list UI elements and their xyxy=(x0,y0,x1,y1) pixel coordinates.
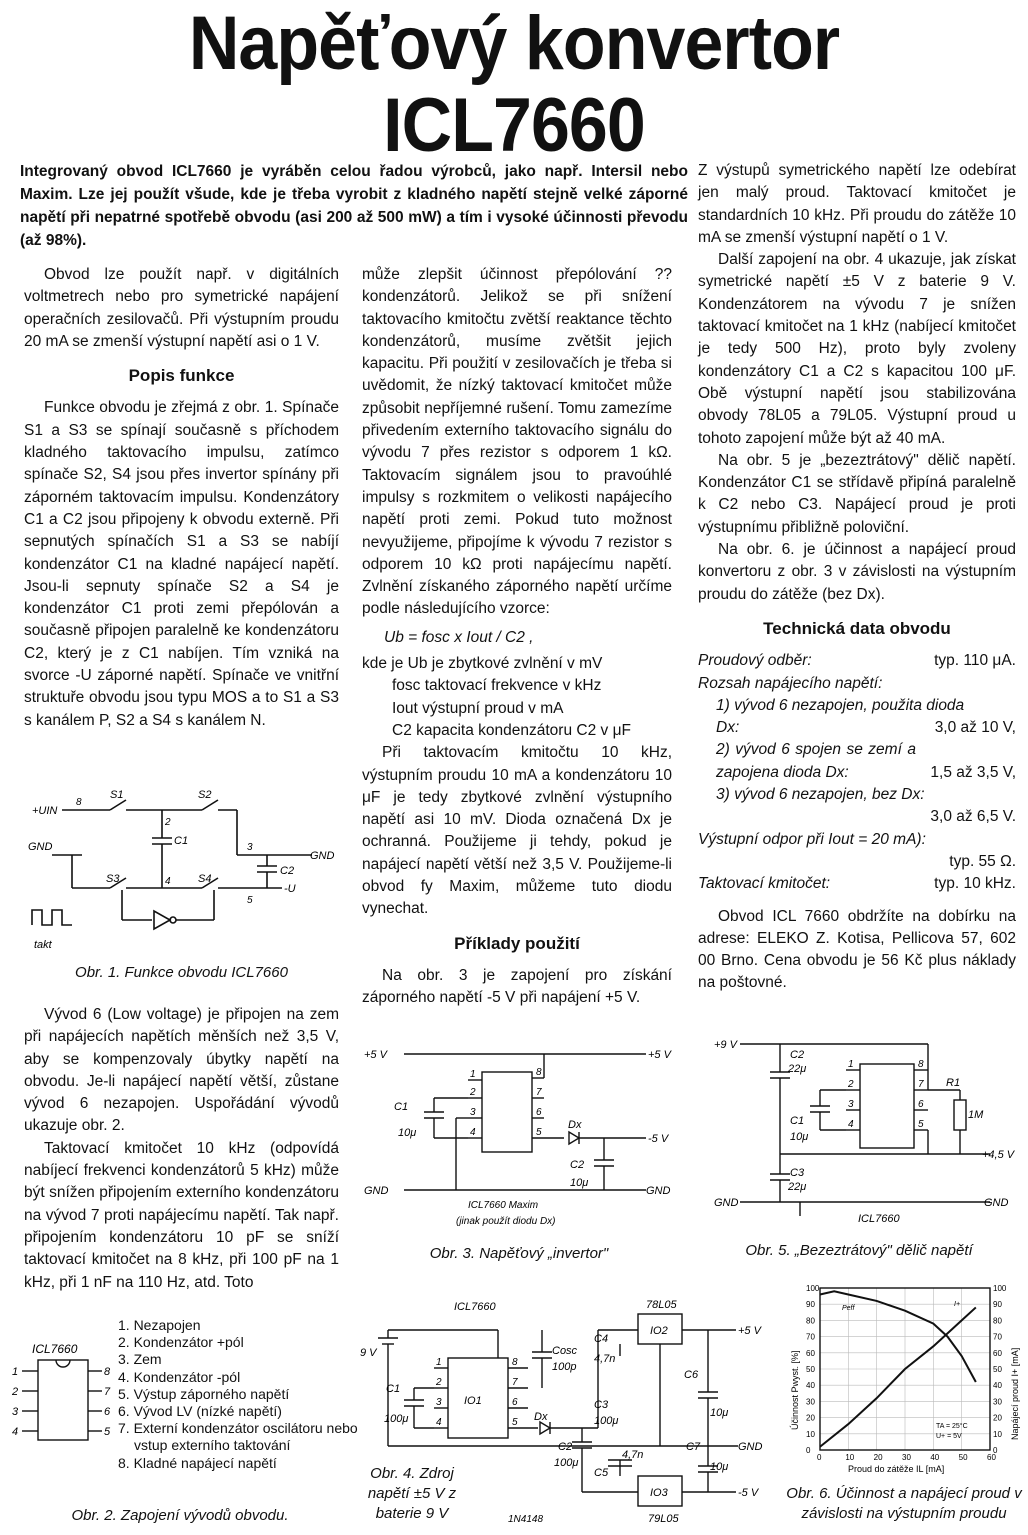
figure-3-caption: Obr. 3. Napěťový „invertor" xyxy=(429,1245,609,1262)
fig4-c7-value: 10μ xyxy=(710,1461,729,1473)
y2-tick-label: 0 xyxy=(993,1446,998,1455)
tech-row xyxy=(698,739,1016,784)
svg-text:6: 6 xyxy=(512,1397,518,1408)
tech-value: typ. 55 Ω. xyxy=(949,852,1016,870)
fig1-c1-label: C1 xyxy=(174,835,189,847)
svg-text:3: 3 xyxy=(12,1406,19,1418)
fig1-pin2: 2 xyxy=(165,817,171,828)
chart-y-axis-label: Účinnost Pwyst. [%] xyxy=(790,1350,800,1430)
col1-paragraph-1: Obvod lze použít např. v digitálních voltmetrech nebo pro symetrické napájení operačních zesilovačů. Při výstupním proudu 20 mA se zmenší výstupní napětí asi o 1 V. xyxy=(24,266,339,350)
figure-2-pinout xyxy=(8,1335,118,1455)
y2-tick-label: 70 xyxy=(993,1332,1002,1342)
fig5-gnd2-label: GND xyxy=(984,1197,1009,1209)
y2-tick-label: 100 xyxy=(993,1284,1007,1293)
svg-text:1: 1 xyxy=(470,1069,476,1080)
fig4-c4-label: C4 xyxy=(594,1333,609,1345)
y-tick-label: 50 xyxy=(806,1365,815,1374)
col1-paragraph-4: Taktovací kmitočet 10 kHz (odpovídá nabíjecí frekvenci kondenzátorů 5 kHz) může být snížen připojením externího kondenzátoru na vývod 7 proti napájecímu napětí. Tak např. připojením kondenzátoru 10 pF se sníží taktovací kmitočet na 8 kHz, při 100 pF na 1 kHz, při 1 nF na 110 Hz, atd. Toto xyxy=(24,1139,339,1291)
svg-text:3: 3 xyxy=(436,1397,442,1408)
fig4-c7-label: C7 xyxy=(686,1441,701,1453)
fig3-vout-label: -5 V xyxy=(648,1133,669,1145)
svg-text:5: 5 xyxy=(918,1119,924,1130)
tech-value: 3,0 až 6,5 V. xyxy=(930,808,1016,826)
fig5-v9-label: +9 V xyxy=(714,1039,737,1051)
fig4-c4-value: 4,7n xyxy=(594,1353,616,1365)
tech-row xyxy=(698,873,1016,895)
page-subtitle: ICL7660 xyxy=(383,83,645,168)
x-tick-label: 10 xyxy=(845,1453,855,1462)
tech-row xyxy=(698,650,1016,672)
svg-text:2: 2 xyxy=(12,1386,19,1398)
fig3-gnd2-label: GND xyxy=(646,1185,671,1197)
svg-text:7: 7 xyxy=(104,1386,111,1398)
fig2-chip-label: ICL7660 xyxy=(32,1342,78,1356)
fig1-pin8: 8 xyxy=(76,797,82,808)
svg-text:8: 8 xyxy=(104,1366,111,1378)
tech-row xyxy=(698,806,1016,828)
x-tick-label: 40 xyxy=(930,1453,940,1462)
figure-5-caption: Obr. 5. „Bezeztrátový" dělič napětí xyxy=(745,1242,973,1259)
fig3-c2-value: 10μ xyxy=(570,1177,589,1189)
svg-text:8: 8 xyxy=(536,1067,542,1078)
svg-text:5: 5 xyxy=(104,1426,111,1438)
fig3-dx-label: Dx xyxy=(568,1119,582,1131)
definition-item: Iout výstupní proud v mA xyxy=(392,699,564,717)
fig1-pin3: 3 xyxy=(247,842,253,853)
fig5-r1-label: R1 xyxy=(946,1077,961,1089)
fig1-uin-label: +UIN xyxy=(32,805,58,817)
fig3-gnd-label: GND xyxy=(364,1185,389,1197)
column-1 xyxy=(24,264,339,732)
col3-paragraph-3: Na obr. 5 je „bezeztrátový" dělič napětí. Kondenzátor C1 se střídavě připíná paralelně k C2 nebo C3. Napájecí proud je proti výstupnímu přibližně poloviční. xyxy=(698,451,1016,536)
fig3-c1-value: 10μ xyxy=(398,1127,417,1139)
y-tick-label: 30 xyxy=(806,1397,815,1407)
chart-condition-2: U+ = 5V xyxy=(936,1433,962,1440)
fig5-chip-label: ICL7660 xyxy=(858,1213,900,1225)
svg-text:2: 2 xyxy=(848,1079,854,1090)
fig4-cosc-value: 100p xyxy=(552,1361,577,1373)
tech-label: 3) vývod 6 nezapojen, bez Dx: xyxy=(716,786,925,804)
x-tick-label: 0 xyxy=(817,1453,822,1462)
y-tick-label: 80 xyxy=(806,1316,815,1326)
fig5-out-label: +4,5 V xyxy=(982,1149,1015,1161)
column-1-lower xyxy=(24,1004,339,1294)
fig3-chip-label: ICL7660 Maxim xyxy=(468,1200,539,1211)
fig1-s2-label: S2 xyxy=(198,790,212,801)
y-tick-label: 10 xyxy=(806,1429,815,1439)
col3-paragraph-2: Další zapojení na obr. 4 ukazuje, jak získat symetrické napětí ±5 V z baterie 9 V. Kondenzátorem na vývodu 7 je snížen taktovací kmitočet na 1 kHz (nabíjecí kmitočet je tedy 500 Hz), proto byly zvoleny kondenzátory C1 a C2 s kapacitou 100 μF. Obě výstupní napětí jsou stabilizována obvody 78L05 a 79L05. Výstupní proud u tohoto zapojení může být až 40 mA. xyxy=(698,251,1016,447)
chart-condition-1: TA = 25°C xyxy=(936,1423,968,1430)
fig1-s1-label: S1 xyxy=(110,790,124,801)
fig4-c2-value: 100μ xyxy=(554,1457,579,1469)
svg-text:1: 1 xyxy=(436,1357,442,1368)
pin-item: 8. Kladné napájecí napětí xyxy=(118,1454,277,1471)
svg-text:5: 5 xyxy=(536,1127,542,1138)
fig1-pin4: 4 xyxy=(165,876,171,887)
figure-2-caption: Obr. 2. Zapojení vývodů obvodu. xyxy=(71,1507,289,1524)
chart-series-label-i: I+ xyxy=(954,1301,961,1308)
fig4-c6-label: C6 xyxy=(684,1369,699,1381)
fig4-c3-label: C3 xyxy=(594,1399,609,1411)
x-tick-label: 20 xyxy=(873,1453,883,1462)
definition-item: kde je Ub je zbytkové zvlnění v mV xyxy=(362,655,603,673)
fig5-r1-value: 1M xyxy=(968,1109,984,1121)
svg-text:6: 6 xyxy=(918,1099,924,1110)
fig3-vout-pos-label: +5 V xyxy=(648,1049,671,1061)
figure-6-caption: Obr. 6. Účinnost a napájecí proud v závislosti na výstupním proudu xyxy=(786,1485,1022,1522)
tech-label: Dx: xyxy=(716,719,740,737)
tech-row xyxy=(698,829,1016,851)
svg-text:4: 4 xyxy=(848,1119,854,1130)
fig1-gnd-label: GND xyxy=(28,841,53,853)
fig1-takt-label: takt xyxy=(34,939,52,951)
figure-6-chart xyxy=(786,1280,1022,1480)
tech-row xyxy=(698,695,1016,717)
definition-item: C2 kapacita kondenzátoru C2 v μF xyxy=(392,721,631,739)
column-2 xyxy=(362,264,672,1010)
y-tick-label: 70 xyxy=(806,1332,815,1342)
y2-tick-label: 30 xyxy=(993,1397,1002,1407)
fig4-io2-label: IO2 xyxy=(650,1325,668,1337)
svg-text:1: 1 xyxy=(12,1366,19,1378)
figure-1-schematic xyxy=(22,790,342,955)
fig5-c1-label: C1 xyxy=(790,1115,805,1127)
col1-paragraph-3: Vývod 6 (Low voltage) je připojen na zem při napájecích napětích měnších než 3,5 V, aby se kompenzovaly úbytky napětí na obvodu. Je-li napájecí napětí větší, zůstane vývod 6 nezapojen. Uspořádání vývodů ukazuje obr. 2. xyxy=(24,1006,339,1135)
y-tick-label: 100 xyxy=(806,1284,820,1293)
col3-paragraph-5: Obvod ICL 7660 obdržíte na dobírku na adrese: ELEKO Z. Kotisa, Pellicova 57, 602 00 Brno. Cena obvodu je 56 Kč plus náklady na poštovné. xyxy=(698,907,1016,992)
y2-tick-label: 40 xyxy=(993,1381,1002,1391)
fig4-v9-label: 9 V xyxy=(360,1347,377,1359)
tech-row xyxy=(698,717,1016,739)
tech-value: 1,5 až 3,5 V, xyxy=(930,763,1016,781)
tech-label: Rozsah napájecího napětí: xyxy=(698,674,883,692)
figure-3-schematic xyxy=(364,1040,680,1240)
col2-paragraph-3: Na obr. 3 je zapojení pro získání záporného napětí -5 V při napájení +5 V. xyxy=(362,966,672,1007)
heading-technicka-data: Technická data obvodu xyxy=(763,618,951,638)
svg-text:4: 4 xyxy=(470,1127,476,1138)
fig4-m5-label: -5 V xyxy=(738,1487,759,1499)
svg-text:4: 4 xyxy=(12,1426,19,1438)
fig4-c2-label: C2 xyxy=(558,1441,573,1453)
svg-text:2: 2 xyxy=(470,1087,476,1098)
fig4-c1-label: C1 xyxy=(386,1383,401,1395)
svg-text:3: 3 xyxy=(470,1107,476,1118)
heading-popis-funkce: Popis funkce xyxy=(128,366,235,386)
fig5-c3-label: C3 xyxy=(790,1167,805,1179)
figure-1-caption: Obr. 1. Funkce obvodu ICL7660 xyxy=(75,964,288,981)
fig5-c3-value: 22μ xyxy=(788,1181,807,1193)
fig4-io1-label: IO1 xyxy=(464,1395,482,1407)
col2-paragraph-2: Při taktovacím kmitočtu 10 kHz, výstupním proudu 10 mA a kondenzátoru 10 μF je tedy zbytkové zvlnění výstupního napětí asi 10 mV. Dioda označená Dx je ochranná. Použijeme ji tehdy, pokud je napájecí napětí větší než 3,5 V. Použijeme-li obvod fy Maxim, můžeme tuto diodu vynechat. xyxy=(362,744,672,918)
fig5-c1-value: 10μ xyxy=(790,1131,809,1143)
fig4-chip-label: ICL7660 xyxy=(454,1301,496,1313)
tech-value: typ. 10 kHz. xyxy=(934,875,1016,893)
col3-paragraph-1: Z výstupů symetrického napětí lze odebírat jen malý proud. Taktovací kmitočet je standardních 10 kHz. Při proudu do zátěže 10 mA se zmenší výstupní napětí o 1 V. xyxy=(698,162,1016,246)
fig5-c2-label: C2 xyxy=(790,1049,805,1061)
y-tick-label: 60 xyxy=(806,1348,815,1358)
pin-item: 3. Zem xyxy=(118,1351,162,1368)
fig1-s4-label: S4 xyxy=(198,873,212,885)
fig3-vin-label: +5 V xyxy=(364,1049,387,1061)
svg-text:6: 6 xyxy=(536,1107,542,1118)
ripple-formula: Ub = fosc x Iout / C2 , xyxy=(384,628,534,646)
y-tick-label: 20 xyxy=(806,1413,815,1423)
fig4-diode-label: 1N4148 xyxy=(508,1514,544,1525)
svg-text:8: 8 xyxy=(512,1357,518,1368)
fig3-c2-label: C2 xyxy=(570,1159,585,1171)
fig4-c5-value: 4,7n xyxy=(622,1449,644,1461)
fig4-c6-value: 10μ xyxy=(710,1407,729,1419)
pin-item: 5. Výstup záporného napětí xyxy=(118,1385,290,1402)
figure-4-caption: Obr. 4. Zdroj napětí ±5 V z baterie 9 V xyxy=(367,1465,457,1522)
fig1-gnd-out-label: GND xyxy=(310,850,335,862)
tech-label: 2) vývod 6 spojen se zemí a zapojena dioda Dx: xyxy=(716,741,916,781)
tech-row xyxy=(698,784,1016,806)
fig4-dx-label: Dx xyxy=(534,1411,548,1423)
y2-tick-label: 20 xyxy=(993,1413,1002,1423)
fig5-c2-value: 22μ xyxy=(788,1063,807,1075)
chart-series-label-eff: Peff xyxy=(842,1305,855,1312)
tech-label: Taktovací kmitočet: xyxy=(698,875,831,893)
tech-label: 1) vývod 6 nezapojen, použita dioda xyxy=(716,696,965,714)
column-3 xyxy=(698,160,1016,995)
tech-label: Proudový odběr: xyxy=(698,652,812,670)
y2-tick-label: 50 xyxy=(993,1365,1002,1374)
svg-text:3: 3 xyxy=(848,1099,854,1110)
x-tick-label: 60 xyxy=(987,1453,996,1462)
fig3-note-label: (jinak použít diodu Dx) xyxy=(456,1216,556,1227)
fig1-c2-label: C2 xyxy=(280,865,295,877)
pin-item: 1. Nezapojen xyxy=(118,1317,201,1333)
fig4-c1-value: 100μ xyxy=(384,1413,409,1425)
pin-list xyxy=(118,1317,358,1472)
tech-label: Výstupní odpor při Iout = 20 mA): xyxy=(698,830,926,848)
tech-row xyxy=(698,673,1016,695)
col1-paragraph-2: Funkce obvodu je zřejmá z obr. 1. Spínače S1 a S3 se spínají současně s příchodem kladného taktovacího impulsu, zatímco spínače S2, S4 jsou přes invertor spínány při záporném taktovacím impulsu. Kondenzátory C1 a C2 jsou připojeny k obvodu externě. Při sepnutých spínačích S1 a S3 se nabíjí kondenzátor C1 na kladné napájecí napětí. Jsou-li sepnuty spínače S2 a S4 je kondenzátor C1 proti zemi přepólován a současně připojen paralelně ke kondenzátoru C2, který je z C1 nabíjen. Tím vzniká na svorce -U záporné napětí. Spínače ve vnitřní struktuře obvodu jsou typu MOS a to S1 a S3 s kanálem P, S2 a S4 s kanálem N. xyxy=(24,399,339,729)
col3-paragraph-4: Na obr. 6. je účinnost a napájecí proud konvertoru z obr. 3 v závislosti na výstupním proudu do zátěže (bez Dx). xyxy=(698,541,1016,603)
fig1-u-out-label: -U xyxy=(284,883,296,895)
pin-item: 7. Externí kondenzátor oscilátoru nebo vstup externího taktování xyxy=(118,1420,358,1454)
fig4-r79-label: 79L05 xyxy=(648,1513,679,1525)
x-tick-label: 50 xyxy=(958,1453,968,1462)
definition-item: fosc taktovací frekvence v kHz xyxy=(392,677,602,695)
y-tick-label: 40 xyxy=(806,1381,815,1391)
svg-text:7: 7 xyxy=(512,1377,518,1388)
pin-item: 4. Kondenzátor -pól xyxy=(118,1368,241,1385)
figure-5-schematic xyxy=(700,1034,1022,1234)
fig3-c1-label: C1 xyxy=(394,1101,409,1113)
fig4-c5-label: C5 xyxy=(594,1467,609,1479)
pin-item: 6. Vývod LV (nízké napětí) xyxy=(118,1403,282,1420)
fig4-c3-value: 100μ xyxy=(594,1415,619,1427)
fig1-s3-label: S3 xyxy=(106,873,120,885)
svg-text:5: 5 xyxy=(512,1417,518,1428)
svg-text:7: 7 xyxy=(918,1079,924,1090)
page-title: Napěťový konvertor xyxy=(188,1,840,86)
y2-tick-label: 10 xyxy=(993,1429,1002,1439)
formula-definitions xyxy=(362,653,672,742)
tech-row xyxy=(698,851,1016,873)
fig4-p5-label: +5 V xyxy=(738,1325,761,1337)
tech-value: typ. 110 μA. xyxy=(934,652,1016,670)
svg-text:4: 4 xyxy=(436,1417,442,1428)
y-tick-label: 0 xyxy=(806,1446,811,1455)
y2-tick-label: 80 xyxy=(993,1316,1002,1326)
lead-paragraph: Integrovaný obvod ICL7660 je vyráběn celou řadou výrobců, jako např. Intersil nebo Maxim. Lze jej použít všude, kde je třeba vyrobit z kladného napětí stejně velké záporné napětí při nepatrné spotřebě obvodu (asi 200 až 500 mW) a tím i vysoké účinnosti převodu (až 98%). xyxy=(20,163,688,249)
svg-text:8: 8 xyxy=(918,1059,924,1070)
x-tick-label: 30 xyxy=(902,1453,911,1462)
fig1-pin5: 5 xyxy=(247,895,253,906)
fig4-cosc-label: Cosc xyxy=(552,1345,578,1357)
svg-text:1: 1 xyxy=(848,1059,854,1070)
chart-y2-axis-label: Napájecí proud I+ [mA] xyxy=(1010,1347,1020,1440)
fig4-r78-label: 78L05 xyxy=(646,1299,677,1311)
fig5-gnd-label: GND xyxy=(714,1197,739,1209)
tech-data-table xyxy=(698,650,1016,895)
pin-item: 2. Kondenzátor +pól xyxy=(118,1334,244,1351)
fig4-gnd-label: GND xyxy=(738,1441,763,1453)
fig4-io3-label: IO3 xyxy=(650,1487,668,1499)
svg-text:2: 2 xyxy=(436,1377,442,1388)
y-tick-label: 90 xyxy=(806,1300,815,1310)
y2-tick-label: 60 xyxy=(993,1348,1002,1358)
tech-value: 3,0 až 10 V, xyxy=(934,719,1016,737)
col2-paragraph-1: může zlepšit účinnost přepólování ?? kondenzátorů. Jelikož se při snížení taktovacího kmitočtu zvětší reaktance těchto kondenzátorů, musíme zvětšit jejich kapacitu. Při použití v zesilovačích je třeba si uvědomit, že nízký taktovací kmitočet může způsobit nepříjemné rušení. Tomu zamezíme přivedením externího taktovacího signálu do vývodu 7 přes rezistor s odporem 1 kΩ. Taktovacím signálem jsou to pravoúhlé impulsy s rozkmitem o velikosti napájecího napětí proti zemi. Pokud tuto možnost nevyužijeme, připojíme k vývodu 7 rezistor s odporem 10 kΩ proti napájecímu napětí. Zvlnění získaného záporného napětí určíme podle následujícího vzorce: xyxy=(362,266,672,618)
y2-tick-label: 90 xyxy=(993,1300,1002,1310)
chart-x-axis-label: Proud do zátěže IL [mA] xyxy=(848,1464,945,1474)
svg-text:7: 7 xyxy=(536,1087,542,1098)
heading-priklady: Příklady použití xyxy=(454,933,580,953)
svg-text:6: 6 xyxy=(104,1406,111,1418)
